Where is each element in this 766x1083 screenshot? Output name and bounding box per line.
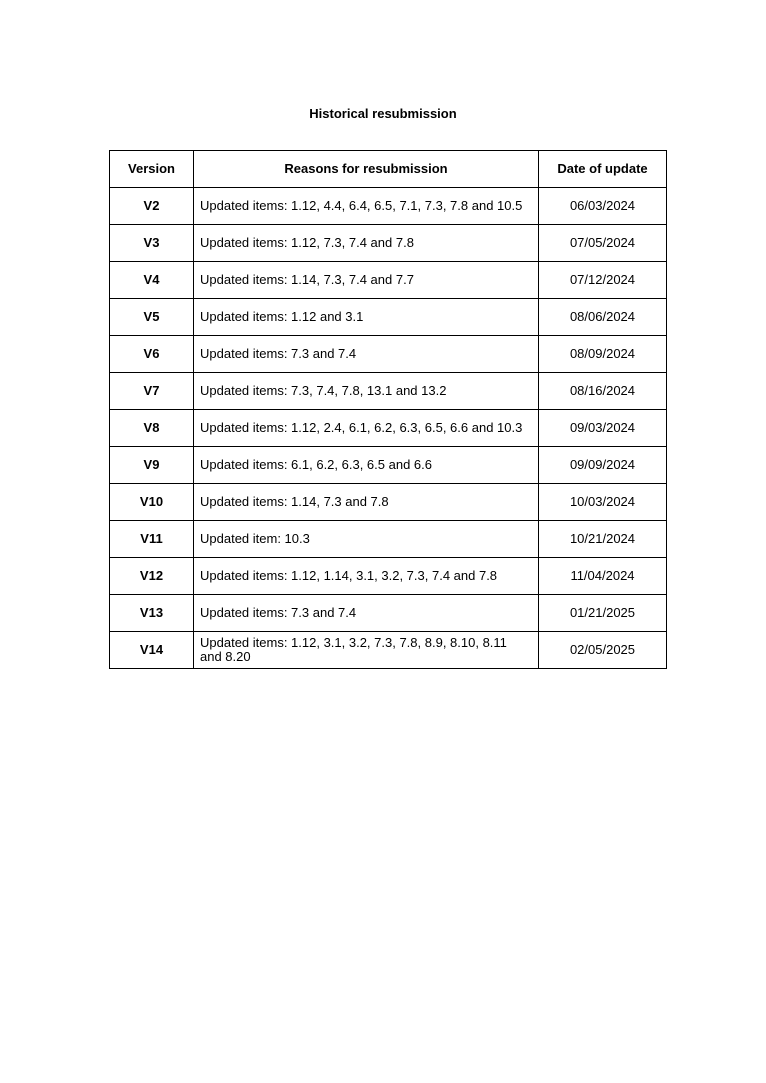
table-row <box>110 595 667 632</box>
version-cell: V12 <box>110 558 194 595</box>
table-row <box>110 188 667 225</box>
table-row <box>110 484 667 521</box>
table-row <box>110 447 667 484</box>
version-cell: V14 <box>110 632 194 669</box>
reason-cell: Updated items: 7.3 and 7.4 <box>194 336 539 373</box>
date-cell: 08/09/2024 <box>539 336 667 373</box>
version-cell: V8 <box>110 410 194 447</box>
date-cell: 11/04/2024 <box>539 558 667 595</box>
date-cell: 10/03/2024 <box>539 484 667 521</box>
reason-cell: Updated items: 7.3, 7.4, 7.8, 13.1 and 13.2 <box>194 373 539 410</box>
table-row <box>110 632 667 669</box>
version-cell: V3 <box>110 225 194 262</box>
reason-cell: Updated items: 1.12, 4.4, 6.4, 6.5, 7.1, 7.3, 7.8 and 10.5 <box>194 188 539 225</box>
reason-cell: Updated items: 6.1, 6.2, 6.3, 6.5 and 6.6 <box>194 447 539 484</box>
reason-cell: Updated items: 1.12, 3.1, 3.2, 7.3, 7.8, 8.9, 8.10, 8.11 and 8.20 <box>194 632 539 669</box>
table-row <box>110 410 667 447</box>
reason-cell: Updated items: 1.12, 2.4, 6.1, 6.2, 6.3, 6.5, 6.6 and 10.3 <box>194 410 539 447</box>
table-row <box>110 336 667 373</box>
date-cell: 08/16/2024 <box>539 373 667 410</box>
version-cell: V4 <box>110 262 194 299</box>
version-cell: V6 <box>110 336 194 373</box>
date-cell: 01/21/2025 <box>539 595 667 632</box>
reason-cell: Updated items: 7.3 and 7.4 <box>194 595 539 632</box>
reason-cell: Updated items: 1.12, 1.14, 3.1, 3.2, 7.3, 7.4 and 7.8 <box>194 558 539 595</box>
reason-cell: Updated items: 1.12 and 3.1 <box>194 299 539 336</box>
date-cell: 07/12/2024 <box>539 262 667 299</box>
version-column-header: Version <box>110 151 194 188</box>
date-cell: 10/21/2024 <box>539 521 667 558</box>
table-row <box>110 558 667 595</box>
version-cell: V11 <box>110 521 194 558</box>
reason-cell: Updated items: 1.14, 7.3 and 7.8 <box>194 484 539 521</box>
date-column-header: Date of update <box>539 151 667 188</box>
version-cell: V10 <box>110 484 194 521</box>
date-cell: 02/05/2025 <box>539 632 667 669</box>
version-cell: V13 <box>110 595 194 632</box>
reasons-column-header: Reasons for resubmission <box>194 151 539 188</box>
table-row <box>110 299 667 336</box>
reason-cell: Updated items: 1.14, 7.3, 7.4 and 7.7 <box>194 262 539 299</box>
page-title: Historical resubmission <box>309 106 457 121</box>
date-cell: 06/03/2024 <box>539 188 667 225</box>
table-row <box>110 225 667 262</box>
date-cell: 07/05/2024 <box>539 225 667 262</box>
resubmission-table <box>109 150 667 669</box>
reason-cell: Updated item: 10.3 <box>194 521 539 558</box>
date-cell: 09/09/2024 <box>539 447 667 484</box>
table-row <box>110 521 667 558</box>
table-row <box>110 262 667 299</box>
version-cell: V2 <box>110 188 194 225</box>
table-row <box>110 373 667 410</box>
date-cell: 08/06/2024 <box>539 299 667 336</box>
version-cell: V9 <box>110 447 194 484</box>
date-cell: 09/03/2024 <box>539 410 667 447</box>
reason-cell: Updated items: 1.12, 7.3, 7.4 and 7.8 <box>194 225 539 262</box>
version-cell: V5 <box>110 299 194 336</box>
version-cell: V7 <box>110 373 194 410</box>
table-header-row <box>110 151 667 188</box>
